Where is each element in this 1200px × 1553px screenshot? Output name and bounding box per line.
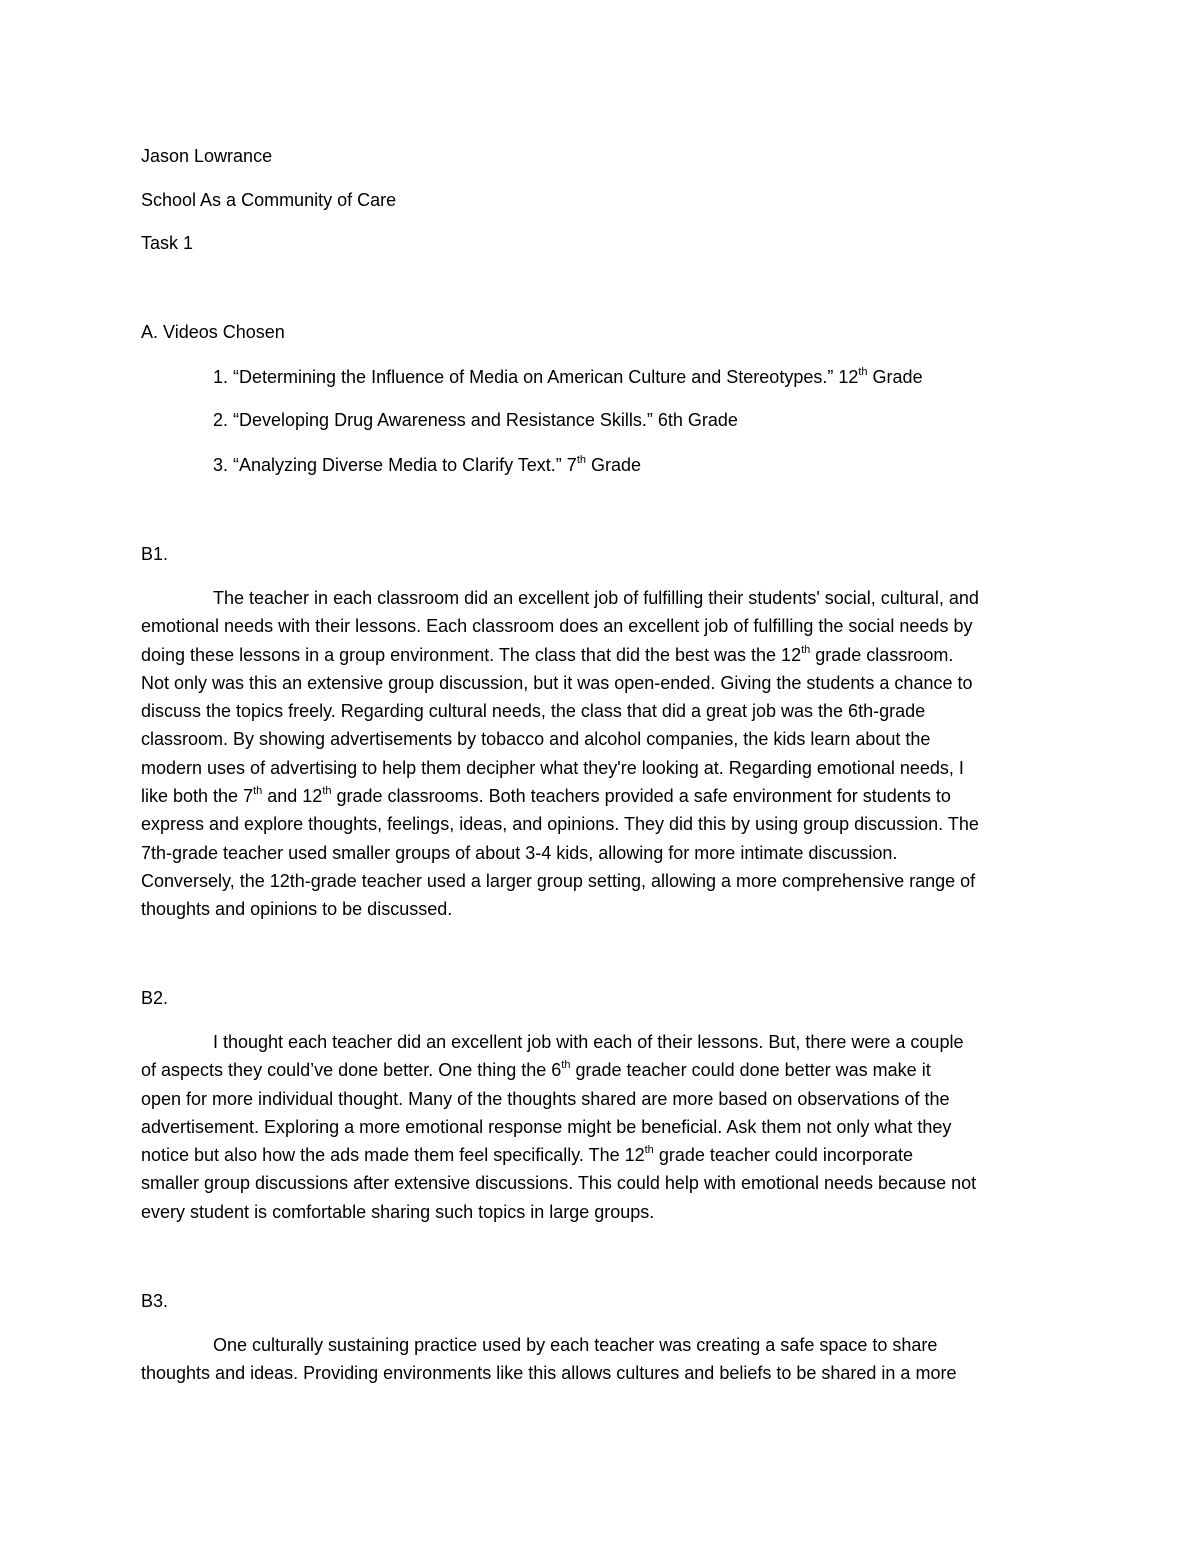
section-b1-heading: B1.	[141, 544, 169, 564]
paragraph-line: notice but also how the ads made them feel specifically. The 12th grade teacher could incorporate	[141, 1144, 913, 1166]
paragraph-line: One culturally sustaining practice used by each teacher was creating a safe space to share	[213, 1335, 938, 1355]
paragraph-line: like both the 7th and 12th grade classrooms. Both teachers provided a safe environment for students to	[141, 785, 951, 807]
section-a-heading: A. Videos Chosen	[141, 322, 285, 342]
video-list-item: 1. “Determining the Influence of Media on American Culture and Stereotypes.” 12th Grade	[213, 366, 923, 387]
paragraph-line: express and explore thoughts, feelings, ideas, and opinions. They did this by using group discussion. The	[141, 814, 979, 835]
video-list-item: 3. “Analyzing Diverse Media to Clarify Text.” 7th Grade	[213, 454, 642, 475]
paragraph-line: emotional needs with their lessons. Each classroom does an excellent job of fulfilling the social needs by	[141, 616, 973, 637]
paragraph-line: thoughts and ideas. Providing environments like this allows cultures and beliefs to be shared in a more	[141, 1363, 957, 1384]
section-b1-paragraph	[141, 584, 1071, 924]
section-b2-paragraph	[141, 1028, 1071, 1226]
section-b2-heading: B2.	[141, 988, 169, 1008]
paragraph-line: thoughts and opinions to be discussed.	[141, 899, 453, 920]
paragraph-line: Not only was this an extensive group discussion, but it was open-ended. Giving the students a chance to	[141, 672, 973, 693]
paragraph-line: modern uses of advertising to help them decipher what they're looking at. Regarding emotional needs, I	[141, 757, 964, 778]
author-name: Jason Lowrance	[141, 146, 273, 166]
paragraph-line: 7th-grade teacher used smaller groups of about 3-4 kids, allowing for more intimate discussion.	[141, 842, 898, 863]
paragraph-line: I thought each teacher did an excellent job with each of their lessons. But, there were a couple	[213, 1032, 964, 1052]
paragraph-line: smaller group discussions after extensive discussions. This could help with emotional needs because not	[141, 1173, 977, 1194]
paragraph-line: The teacher in each classroom did an excellent job of fulfilling their students' social, cultural, and	[213, 588, 979, 608]
paragraph-line: Conversely, the 12th-grade teacher used a larger group setting, allowing a more comprehensive range of	[141, 870, 976, 891]
task-label: Task 1	[141, 233, 194, 253]
section-b3-paragraph	[141, 1331, 1071, 1388]
course-title: School As a Community of Care	[141, 190, 397, 210]
video-list-item: 2. “Developing Drug Awareness and Resistance Skills.” 6th Grade	[213, 410, 738, 430]
paragraph-line: classroom. By showing advertisements by tobacco and alcohol companies, the kids learn about the	[141, 729, 931, 750]
paragraph-line: advertisement. Exploring a more emotional response might be beneficial. Ask them not only what they	[141, 1116, 952, 1137]
paragraph-line: discuss the topics freely. Regarding cultural needs, the class that did a great job was the 6th-grade	[141, 701, 926, 722]
section-b3-heading: B3.	[141, 1291, 169, 1311]
paragraph-line: doing these lessons in a group environment. The class that did the best was the 12th grade classroom.	[141, 643, 954, 665]
paragraph-line: every student is comfortable sharing such topics in large groups.	[141, 1201, 655, 1222]
paragraph-line: of aspects they could’ve done better. One thing the 6th grade teacher could done better was make it	[141, 1059, 931, 1081]
paragraph-line: open for more individual thought. Many of the thoughts shared are more based on observations of the	[141, 1088, 950, 1109]
